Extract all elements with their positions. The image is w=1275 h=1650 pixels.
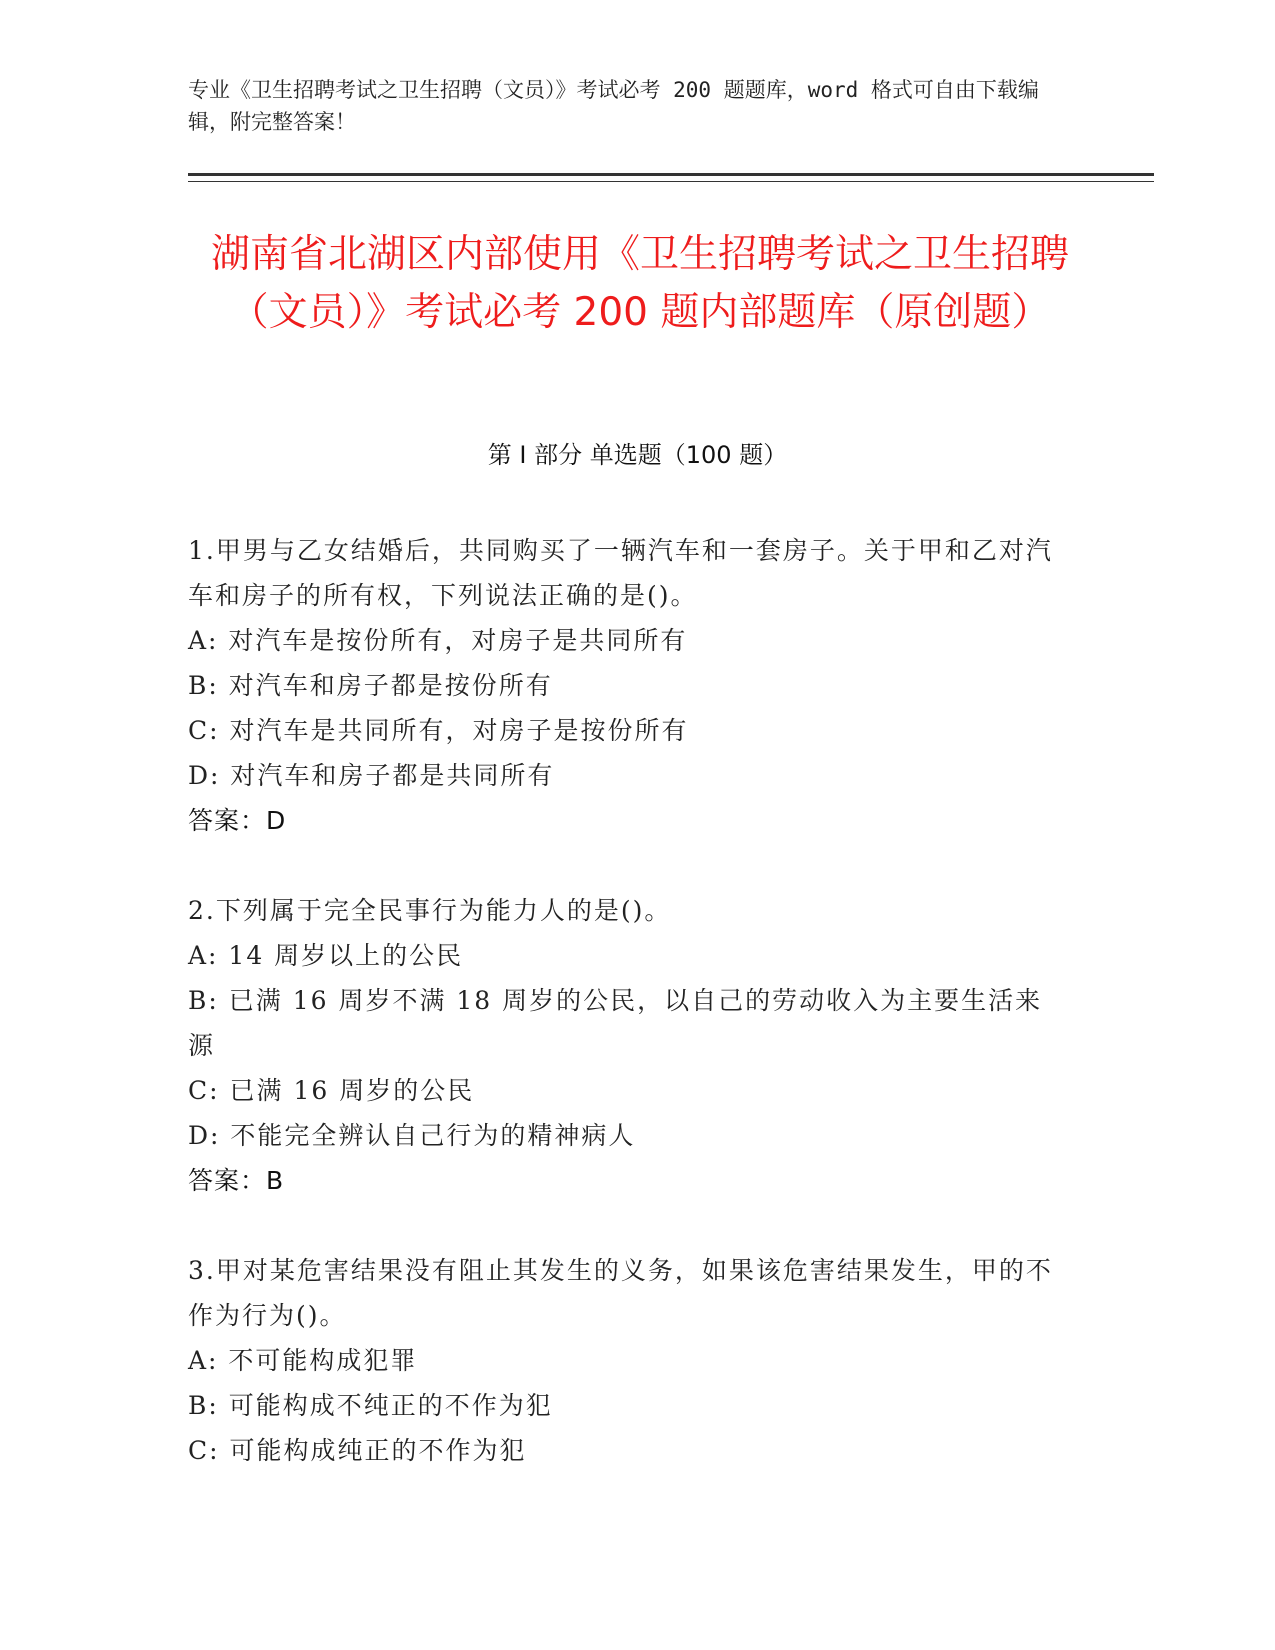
question-list xyxy=(188,528,1068,1518)
question-stem: 3.甲对某危害结果没有阻止其发生的义务，如果该危害结果发生，甲的不作为行为()。 xyxy=(188,1256,1053,1330)
header-divider-thin xyxy=(188,181,1154,182)
option-b: B: 可能构成不纯正的不作为犯 xyxy=(188,1391,553,1420)
question-3 xyxy=(188,1248,1068,1473)
section-title: 第 I 部分 单选题（100 题） xyxy=(487,441,788,469)
option-c: C: 可能构成纯正的不作为犯 xyxy=(188,1436,527,1465)
header-divider-thick xyxy=(188,173,1154,176)
option-d: D: 对汽车和房子都是共同所有 xyxy=(188,761,555,790)
answer: 答案：B xyxy=(188,1166,285,1195)
answer: 答案：D xyxy=(188,806,287,835)
question-2 xyxy=(188,888,1068,1203)
option-c: C: 对汽车是共同所有，对房子是按份所有 xyxy=(188,716,689,745)
option-a: A: 对汽车是按份所有，对房子是共同所有 xyxy=(188,626,688,655)
question-1 xyxy=(188,528,1068,843)
option-c: C: 已满 16 周岁的公民 xyxy=(188,1076,475,1105)
option-b: B: 对汽车和房子都是按份所有 xyxy=(188,671,553,700)
option-a: A: 不可能构成犯罪 xyxy=(188,1346,418,1375)
option-a: A: 14 周岁以上的公民 xyxy=(188,941,464,970)
question-stem: 2.下列属于完全民事行为能力人的是()。 xyxy=(188,896,672,925)
document-title: 湖南省北湖区内部使用《卫生招聘考试之卫生招聘（文员）》考试必考 200 题内部题库（原创题） xyxy=(210,232,1069,335)
option-d: D: 不能完全辨认自己行为的精神病人 xyxy=(188,1121,636,1150)
header-note: 专业《卫生招聘考试之卫生招聘（文员）》考试必考 200 题题库，word 格式可自由下载编辑，附完整答案！ xyxy=(188,78,1039,134)
question-stem: 1.甲男与乙女结婚后，共同购买了一辆汽车和一套房子。关于甲和乙对汽车和房子的所有权，下列说法正确的是()。 xyxy=(188,536,1053,610)
option-b: B: 已满 16 周岁不满 18 周岁的公民，以自己的劳动收入为主要生活来源 xyxy=(188,986,1043,1060)
